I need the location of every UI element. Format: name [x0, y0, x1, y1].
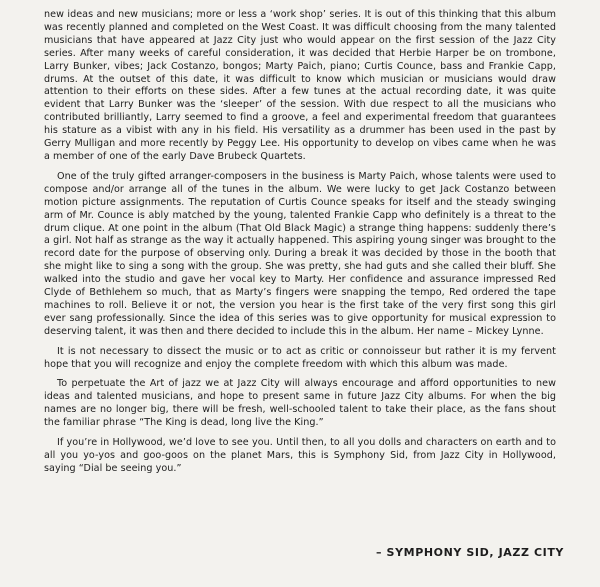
paragraph-5: If you’re in Hollywood, we’d love to see you. Until then, to all you dolls and characters on earth and to all you yo-yos and goo-goos on the planet Mars, this is Symphony Sid, from Jazz City in Hollywood, saying “Dial be seeing you.”	[44, 437, 556, 474]
paragraph-1: new ideas and new musicians; more or less a ‘work shop’ series. It is out of this thinking that this album was recently planned and completed on the West Coast. It was difficult choosing from the many talented musicians that have appeared at Jazz City just who would appear on the first session of the Jazz City series. After many weeks of careful consideration, it was decided that Herbie Harper be on trombone, Larry Bunker, vibes; Jack Costanzo, bongos; Marty Paich, piano; Curtis Counce, bass and Frankie Capp, drums. At the outset of this date, it was difficult to know which musician or musicians would draw attention to their efforts on these sides. After a few tunes at the actual recording date, it was quite evident that Larry Bunker was the ‘sleeper’ of the session. With due respect to all the musicians who contributed brilliantly, Larry seemed to find a groove, a feel and experimental freedom that guarantees his stature as a vibist with any in his field. His versatility as a drummer has been used in the past by Gerry Mulligan and more recently by Peggy Lee. His opportunity to develop on vibes came when he was a member of one of the early Dave Brubeck Quartets.	[44, 9, 556, 162]
paragraph-3: It is not necessary to dissect the music or to act as critic or connoisseur but rather it is my fervent hope that you will recognize and enjoy the complete freedom with which this album was made.	[44, 345, 556, 370]
paragraph-4: To perpetuate the Art of jazz we at Jazz City will always encourage and afford opportunities to new ideas and talented musicians, and hope to present same in future Jazz City albums. For when the big names are no longer big, there will be fresh, well-schooled talent to take their place, as the fans shout the familiar phrase “The King is dead, long live the King.”	[44, 378, 556, 429]
paragraph-2: One of the truly gifted arranger-composers in the business is Marty Paich, whose talents were used to compose and/or arrange all of the tunes in the album. We were lucky to get Jack Costanzo between motion picture assignments. The reputation of Curtis Counce speaks for itself and the steady swinging arm of Mr. Counce is ably matched by the young, talented Frankie Capp who definitely is a threat to the drum clique. At one point in the album (That Old Black Magic) a strange thing happens: suddenly there’s a girl. Not half as strange as the way it actually happened. This aspiring young singer was brought to the record date for the purpose of observing only. During a break it was decided by those in the booth that she might like to sing a song with the group. She was pretty, she had guts and she called their bluff. She walked into the studio and gave her vocal key to Marty. Her confidence and assurance impressed Red Clyde of Bethlehem so much, that as Marty’s fingers were snapping the tempo, Red ordered the tape machines to roll. Believe it or not, the version you hear is the first take of the very first song this girl ever sang professionally. Since the idea of this series was to give opportunity for musical expression to deserving talent, it was then and there decided to include this in the album. Her name – Mickey Lynne.	[44, 170, 556, 337]
signature: – SYMPHONY SID, JAZZ CITY	[376, 546, 564, 559]
